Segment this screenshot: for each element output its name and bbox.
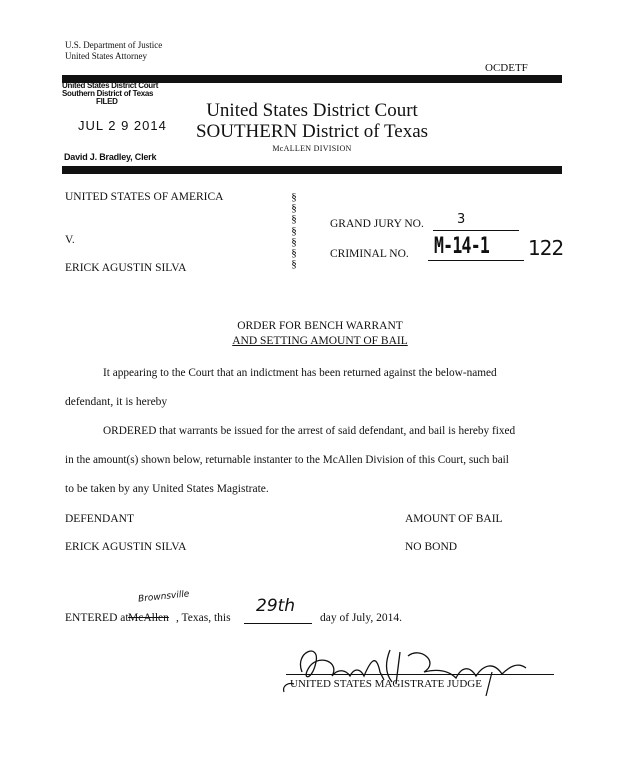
defendant-name: ERICK AGUSTIN SILVA <box>65 262 187 274</box>
para1-line2: defendant, it is hereby <box>65 396 168 408</box>
court-title: United States District Court <box>206 100 418 121</box>
entered-middle: , Texas, this <box>176 612 231 624</box>
section-mark: § <box>291 258 297 271</box>
stamp-clerk: David J. Bradley, Clerk <box>64 152 157 162</box>
order-title: ORDER FOR BENCH WARRANT <box>237 320 403 332</box>
bottom-rule <box>62 166 562 174</box>
order-subtitle: AND SETTING AMOUNT OF BAIL <box>232 335 408 347</box>
signature-line <box>286 674 554 675</box>
filed-stamp <box>62 82 172 106</box>
order-subtitle-wrap <box>0 335 640 347</box>
versus: V. <box>65 234 75 246</box>
judge-title: UNITED STATES MAGISTRATE JUDGE <box>290 678 482 690</box>
entered-prefix: ENTERED at <box>65 612 129 624</box>
section-mark: § <box>291 191 297 203</box>
section-mark: § <box>291 213 297 226</box>
para2-line1: ORDERED that warrants be issued for the arrest of said defendant, and bail is hereby fixed <box>103 425 516 437</box>
stamp-court-line: United States District Court <box>62 81 159 90</box>
court-district: SOUTHERN District of Texas <box>195 121 429 142</box>
entered-suffix: day of July, 2014. <box>320 612 402 624</box>
section-mark: § <box>291 224 297 237</box>
criminal-label: CRIMINAL NO. <box>330 248 409 260</box>
grand-jury-number: 3 <box>457 212 466 227</box>
section-mark: § <box>291 247 297 260</box>
stamp-filed-label: FILED <box>96 97 118 106</box>
criminal-number: M-14-1 <box>434 234 490 259</box>
plaintiff-name: UNITED STATES OF AMERICA <box>65 191 224 203</box>
ocdetf-code: OCDETF <box>485 62 528 74</box>
para1-line1: It appearing to the Court that an indictment has been returned against the below-named <box>103 367 497 379</box>
table-row-amount: NO BOND <box>405 541 458 553</box>
col-amount-header: AMOUNT OF BAIL <box>405 513 503 525</box>
city-struck: McAllen <box>128 612 169 624</box>
criminal-number-suffix: 122 <box>528 236 564 260</box>
stamp-district-line: Southern District of Texas <box>62 89 154 98</box>
agency-line-1: U.S. Department of Justice <box>65 40 163 50</box>
section-mark: § <box>291 235 297 248</box>
stamp-date: JUL 2 9 2014 <box>78 118 167 133</box>
col-defendant-header: DEFENDANT <box>65 513 134 525</box>
city-handwritten: Brownsville <box>137 589 190 605</box>
para2-line3: to be taken by any United States Magistrate. <box>65 483 269 495</box>
grand-jury-field <box>433 212 519 231</box>
section-marks <box>288 192 300 270</box>
criminal-number-field <box>428 236 524 261</box>
para2-line2: in the amount(s) shown below, returnable instanter to the McAllen Division of this Court, such bail <box>65 454 509 466</box>
table-row-defendant: ERICK AGUSTIN SILVA <box>65 541 187 553</box>
section-mark: § <box>291 202 297 215</box>
court-division: McALLEN DIVISION <box>272 144 352 153</box>
day-field <box>244 598 312 624</box>
agency-line-2: United States Attorney <box>65 51 147 61</box>
grand-jury-label: GRAND JURY NO. <box>330 218 424 230</box>
day-handwritten: 29th <box>256 596 296 616</box>
